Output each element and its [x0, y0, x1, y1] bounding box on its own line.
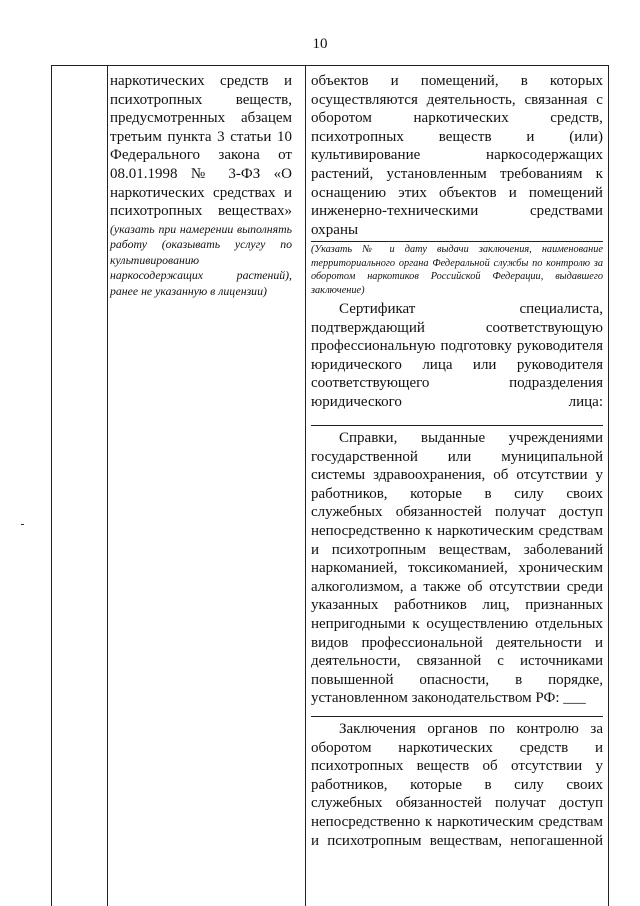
middle-column-text: наркотических средств и психотропных веществ, предусмотренных абзацем третьим пункта 3 статьи 10 Федерального закона от 08.01.1998 № 3-ФЗ «О наркотических средствах и психотропных веществах»: [110, 73, 292, 220]
fill-in-line-3: [311, 716, 603, 717]
column-divider-1: [107, 66, 108, 906]
fill-in-line-2: [311, 425, 603, 426]
specialist-certificate-text: Сертификат специалиста, подтверждающий соответствующую профессиональную подготовку руководителя юридического лица или руководителя соответствующего подразделения юридического лица:: [311, 301, 603, 410]
license-table: [51, 65, 609, 906]
fill-in-line-1: [311, 241, 603, 242]
column-divider-2: [305, 66, 306, 906]
conclusion-note: (Указать № и дату выдачи заключения, наименование территориального органа Федеральной службы по контролю за оборотом наркотиков Российской Федерации, выдавшего заключение): [311, 244, 603, 296]
medical-certificates-text: Справки, выданные учреждениями государственной или муниципальной системы здравоохранения, об отсутствии у работников, которые в силу своих служебных обязанностей получат доступ непосредственно к наркотическим средствам и психотропным веществам, заболеваний наркоманией, токсикоманией, хроническим алкоголизмом, а также об отсутствии среди указанных работников лиц, признанных непригодными к осуществлению отдельных видов профессиональной деятельности и деятельности, связанной с источниками повышенной опасности, в порядке, установленном законодательством РФ: ___: [311, 430, 603, 707]
middle-column-note: (указать при намерении выполнять работу (оказывать услугу по культивированию наркосодержащих растений), ранее не указанную в лицензии): [110, 221, 292, 298]
page-number: 10: [312, 36, 328, 52]
security-equipment-text: объектов и помещений, в которых осуществляются деятельность, связанная с оборотом наркотических средств, психотропных веществ и (или) культивирование наркосодержащих растений, установленным требованиям к оснащению этих объектов и помещений инженерно-техническими средствами охраны: [311, 73, 603, 238]
right-block-1: [311, 72, 603, 239]
conclusions-text: Заключения органов по контролю за оборотом наркотических средств и психотропных веществ об отсутствии у работников, которые в силу своих служебных обязанностей получат доступ непосредственно к наркотическим средствам и психотропным веществам, непогашенной: [311, 721, 603, 849]
middle-column-cell: [110, 72, 292, 299]
margin-mark: [21, 524, 24, 525]
